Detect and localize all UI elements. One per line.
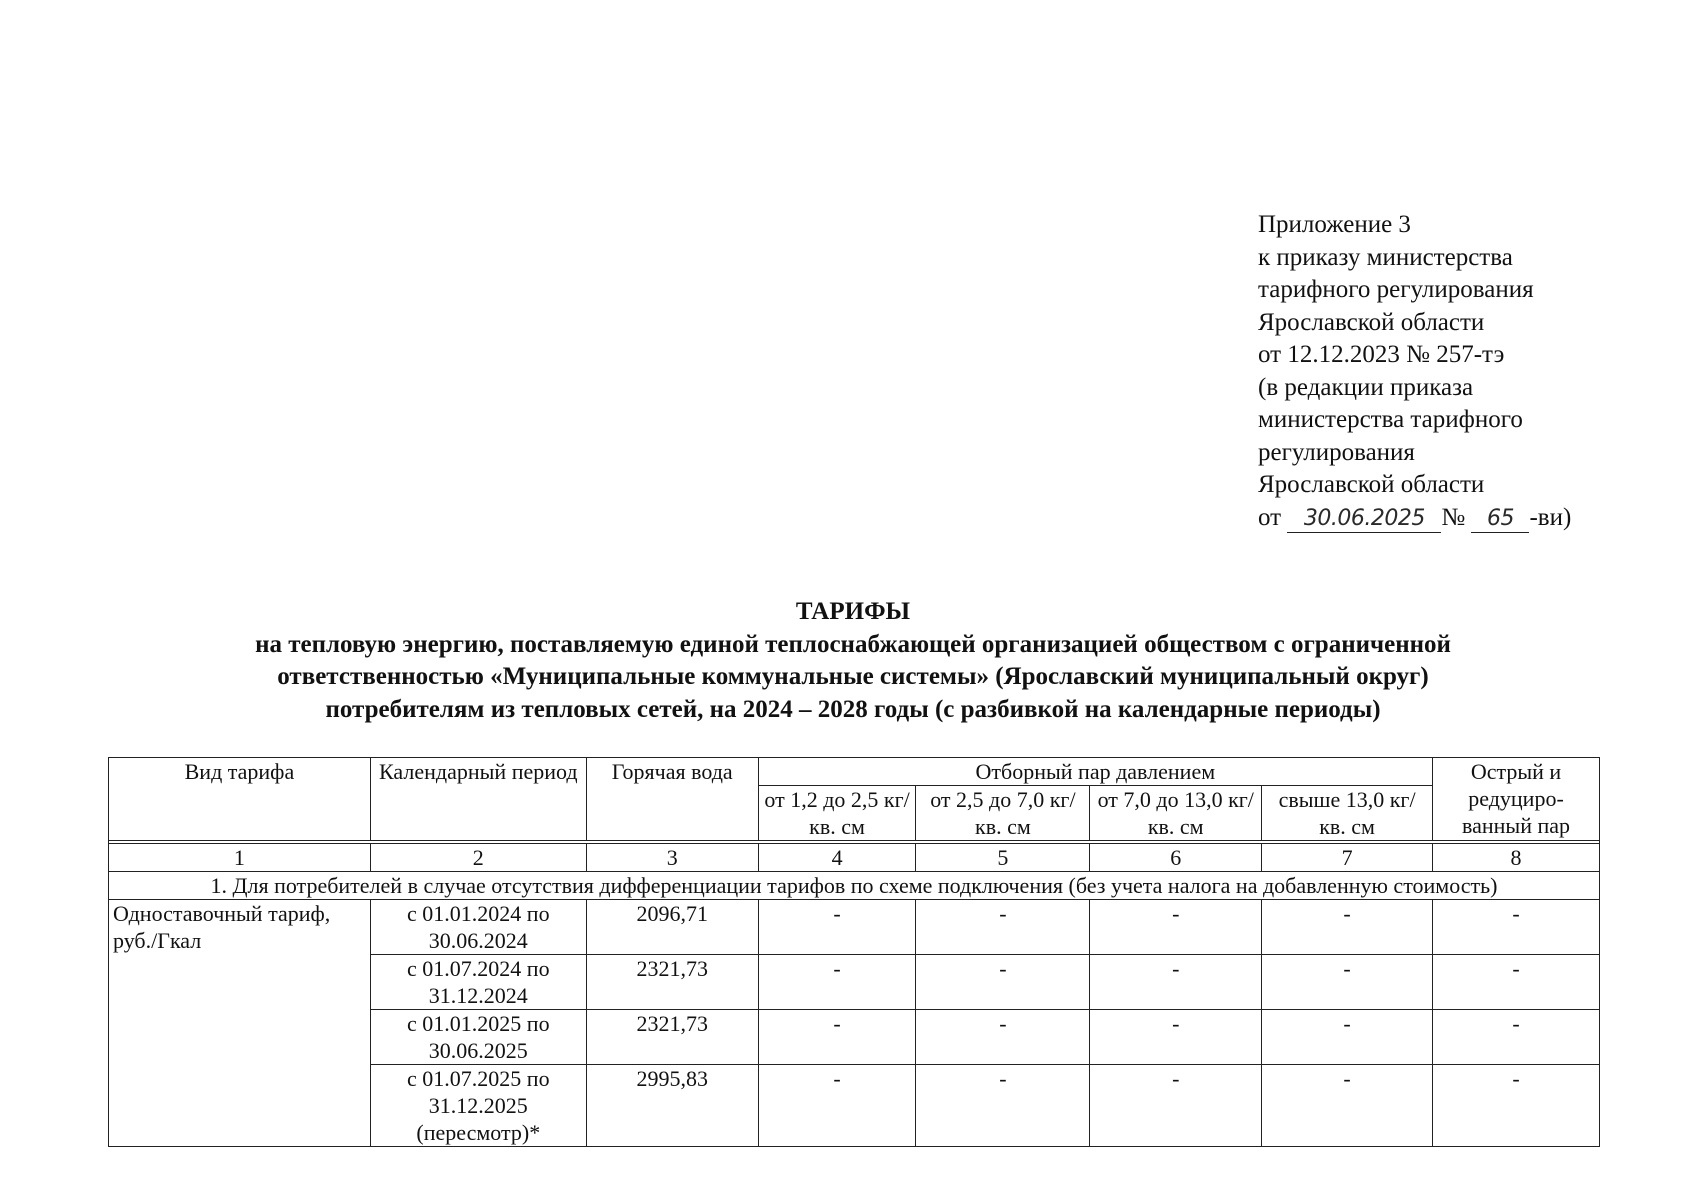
appendix-from-label: от <box>1258 503 1282 531</box>
value-cell: - <box>758 1010 916 1065</box>
appendix-line: от 12.12.2023 № 257-тэ <box>1258 341 1505 368</box>
appendix-line: министерства тарифного <box>1258 406 1523 433</box>
value-cell: - <box>1262 900 1433 955</box>
header-tariff-type: Вид тарифа <box>109 758 371 841</box>
table-row <box>109 900 1600 955</box>
appendix-line: (в редакции приказа <box>1258 373 1474 401</box>
period-cell: с 01.01.2024 по 30.06.2024 <box>370 900 586 955</box>
appendix-line: Приложение 3 <box>1258 211 1411 238</box>
appendix-block <box>1258 209 1658 534</box>
section-title: 1. Для потребителей в случае отсутствия дифференциации тарифов по схеме подключения (без учета налога на добавленную стоимость) <box>109 872 1600 900</box>
value-cell: - <box>1433 1010 1600 1065</box>
order-suffix: -ви) <box>1529 503 1572 531</box>
header-steam-4: свыше 13,0 кг/ кв. см <box>1262 786 1433 841</box>
value-cell: - <box>916 955 1090 1010</box>
tariffs-table <box>108 757 1600 1147</box>
period-cell: с 01.01.2025 по 30.06.2025 <box>370 1010 586 1065</box>
value-cell: - <box>916 1065 1090 1147</box>
header-sharp-steam: Острый и редуциро-ванный пар <box>1433 758 1600 841</box>
header-steam-2: от 2,5 до 7,0 кг/ кв. см <box>916 786 1090 841</box>
column-number: 8 <box>1433 844 1600 872</box>
value-cell: - <box>1262 1065 1433 1147</box>
column-number: 1 <box>109 844 371 872</box>
value-cell: - <box>1090 1010 1262 1065</box>
value-cell: - <box>758 955 916 1010</box>
value-cell: - <box>1262 1010 1433 1065</box>
table-header-row <box>109 758 1600 786</box>
value-cell: - <box>1090 955 1262 1010</box>
period-cell: с 01.07.2024 по 31.12.2024 <box>370 955 586 1010</box>
header-period: Календарный период <box>370 758 586 841</box>
appendix-line: Ярославской области <box>1258 471 1485 498</box>
column-numbers-row <box>109 844 1600 872</box>
column-number: 4 <box>758 844 916 872</box>
value-cell: - <box>1090 900 1262 955</box>
header-steam-group: Отборный пар давлением <box>758 758 1432 786</box>
value-cell: - <box>916 900 1090 955</box>
value-cell: - <box>758 900 916 955</box>
document-subtitle-line: потребителям из тепловых сетей, на 2024 – 2028 годы (с разбивкой на календарные периоды) <box>325 695 1381 723</box>
column-number: 6 <box>1090 844 1262 872</box>
document-title: ТАРИФЫ <box>795 598 911 625</box>
hot-water-cell: 2995,83 <box>586 1065 758 1147</box>
tariff-label: Одноставочный тариф, руб./Гкал <box>109 900 371 1147</box>
period-cell: с 01.07.2025 по 31.12.2025 (пересмотр)* <box>370 1065 586 1147</box>
appendix-line: Ярославской области <box>1258 308 1485 336</box>
value-cell: - <box>1090 1065 1262 1147</box>
value-cell: - <box>916 1010 1090 1065</box>
header-steam-3: от 7,0 до 13,0 кг/ кв. см <box>1090 786 1262 841</box>
handwritten-date: 30.06.2025 <box>1287 506 1441 533</box>
hot-water-cell: 2321,73 <box>586 955 758 1010</box>
appendix-signature-line <box>1258 502 1658 535</box>
header-hot-water: Горячая вода <box>586 758 758 841</box>
column-number: 3 <box>586 844 758 872</box>
column-number: 7 <box>1262 844 1433 872</box>
value-cell: - <box>1262 955 1433 1010</box>
handwritten-number: 65 <box>1471 506 1529 533</box>
value-cell: - <box>758 1065 916 1147</box>
hot-water-cell: 2321,73 <box>586 1010 758 1065</box>
section-row <box>109 872 1600 900</box>
document-subtitle-line: ответственностью «Муниципальные коммунальные системы» (Ярославский муниципальный округ) <box>277 663 1429 690</box>
document-title-block <box>108 596 1598 726</box>
column-number: 5 <box>916 844 1090 872</box>
hot-water-cell: 2096,71 <box>586 900 758 955</box>
document-subtitle-line: на тепловую энергию, поставляемую единой теплоснабжающей организацией обществом с ограниченной <box>255 630 1451 658</box>
header-steam-1: от 1,2 до 2,5 кг/ кв. см <box>758 786 916 841</box>
appendix-line: тарифного регулирования <box>1258 276 1534 303</box>
value-cell: - <box>1433 955 1600 1010</box>
appendix-line: регулирования <box>1258 438 1415 466</box>
value-cell: - <box>1433 900 1600 955</box>
column-number: 2 <box>370 844 586 872</box>
value-cell: - <box>1433 1065 1600 1147</box>
number-sign: № <box>1441 503 1466 531</box>
appendix-line: к приказу министерства <box>1258 243 1513 271</box>
